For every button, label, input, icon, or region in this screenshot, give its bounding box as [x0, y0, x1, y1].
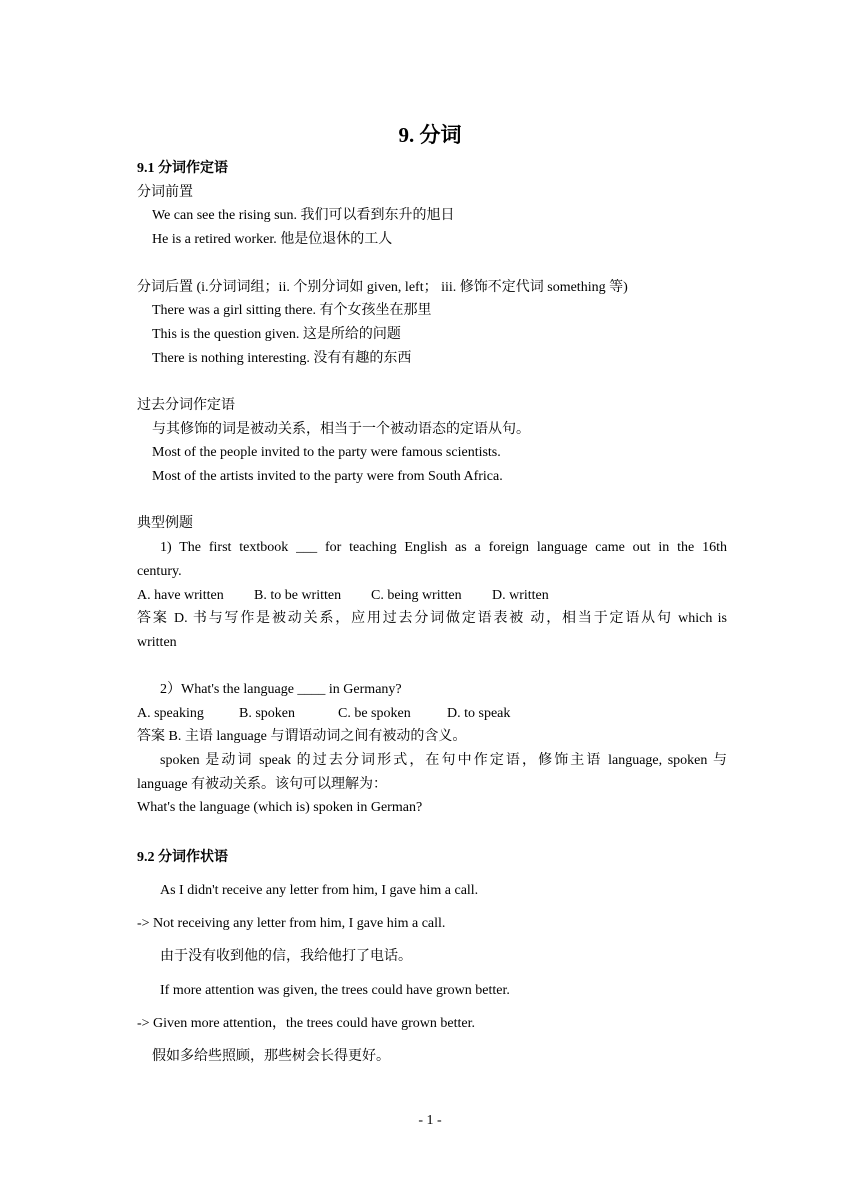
- question-1-options: [137, 586, 727, 606]
- adverbial-example-2: If more attention was given, the trees could have grown better.: [160, 983, 510, 998]
- answer-2-explanation-1: spoken 是动词 speak 的过去分词形式，在句中作定语，修饰主语 language, spoken 与: [160, 753, 727, 768]
- q1-option-b: B. to be written: [254, 588, 342, 603]
- question-2-options: [137, 704, 727, 724]
- post-position-label: 分词后置 (i.分词词组；ii. 个别分词如 given, left； iii. 修饰不定代词 something 等): [137, 280, 628, 295]
- pre-example-2: He is a retired worker. 他是位退休的工人: [152, 232, 393, 247]
- q1-option-a: A. have written: [137, 588, 224, 603]
- q1-option-d: D. written: [492, 588, 549, 603]
- answer-1-line-1: 答案 D. 书与写作是被动关系，应用过去分词做定语表被 动，相当于定语从句 which is: [137, 611, 727, 626]
- adverbial-example-1-rewrite: -> Not receiving any letter from him, I gave him a call.: [137, 916, 446, 931]
- q2-option-a: A. speaking: [137, 706, 204, 721]
- page-title: 9. 分词: [398, 123, 462, 147]
- post-example-1: There was a girl sitting there. 有个女孩坐在那里: [152, 303, 432, 318]
- adverbial-example-2-translation: 假如多给些照顾，那些树会长得更好。: [152, 1049, 390, 1064]
- past-participle-label: 过去分词作定语: [137, 398, 235, 413]
- adverbial-example-1-translation: 由于没有收到他的信，我给他打了电话。: [160, 949, 412, 964]
- answer-2-explanation-2: language 有被动关系。该句可以理解为：: [137, 777, 388, 792]
- q2-option-d: D. to speak: [447, 706, 511, 721]
- answer-2-explanation-3: What's the language (which is) spoken in German?: [137, 800, 423, 815]
- adverbial-example-2-rewrite: -> Given more attention，the trees could have grown better.: [137, 1016, 475, 1031]
- answer-2: 答案 B. 主语 language 与谓语动词之间有被动的含义。: [137, 729, 467, 744]
- question-2: 2）What's the language ____ in Germany?: [160, 682, 402, 697]
- question-1-line-1: 1) The first textbook ___ for teaching English as a foreign language came out in the 16th: [160, 540, 727, 555]
- section-heading-9-1: 9.1 分词作定语: [137, 161, 228, 176]
- past-participle-description: 与其修饰的词是被动关系，相当于一个被动语态的定语从句。: [152, 422, 530, 437]
- q2-option-c: C. be spoken: [338, 706, 411, 721]
- page-number: - 1 -: [418, 1113, 442, 1128]
- typical-examples-label: 典型例题: [137, 516, 193, 531]
- post-example-3: There is nothing interesting. 没有有趣的东西: [152, 351, 412, 366]
- pre-example-1: We can see the rising sun. 我们可以看到东升的旭日: [152, 208, 455, 223]
- pre-position-label: 分词前置: [137, 185, 193, 200]
- question-1-line-2: century.: [137, 564, 182, 579]
- answer-1-line-2: written: [137, 635, 177, 650]
- q1-option-c: C. being written: [371, 588, 462, 603]
- post-example-2: This is the question given. 这是所给的问题: [152, 327, 401, 342]
- adverbial-example-1: As I didn't receive any letter from him, I gave him a call.: [160, 883, 479, 898]
- past-participle-example-1: Most of the people invited to the party were famous scientists.: [152, 445, 501, 460]
- q2-option-b: B. spoken: [239, 706, 295, 721]
- past-participle-example-2: Most of the artists invited to the party were from South Africa.: [152, 469, 503, 484]
- section-heading-9-2: 9.2 分词作状语: [137, 850, 228, 865]
